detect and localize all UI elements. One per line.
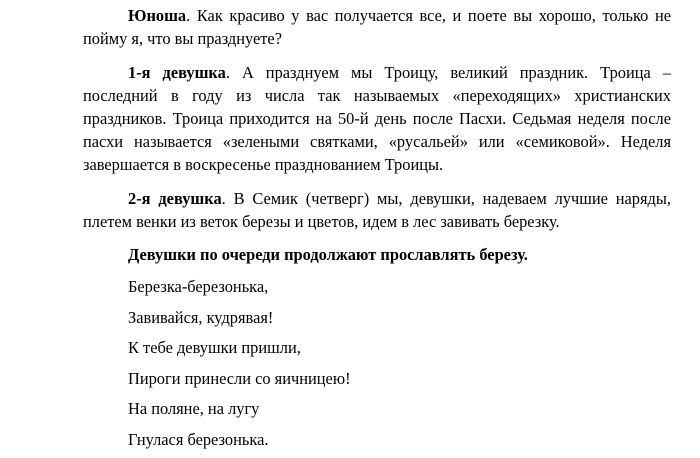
verse-line: Гнулася березонька. (83, 428, 671, 458)
speaker-name: 2-я девушка (128, 189, 222, 208)
song-verses (83, 275, 671, 458)
dialogue-text: . В Семик (четверг) мы, девушки, надеваем лучшие наряды, плетем венки из веток березы и цветов, идем в лес завивать березку. (83, 189, 671, 231)
dialogue-text: . Как красиво у вас получается все, и поете вы хорошо, только не пойму я, что вы празднуете? (83, 6, 671, 48)
dialogue-paragraph-girl-2 (83, 187, 671, 233)
verse-line: На поляне, на лугу (83, 397, 671, 428)
verse-line: Березка-березонька, (83, 275, 671, 306)
verse-line: Завивайся, кудрявая! (83, 306, 671, 337)
verse-line: К тебе девушки пришли, (83, 336, 671, 367)
verse-line: Пироги принесли со яичницею! (83, 367, 671, 398)
speaker-name: Юноша (128, 6, 186, 25)
speaker-name: 1-я девушка (128, 63, 226, 82)
dialogue-paragraph-girl-1 (83, 61, 671, 176)
dialogue-text: . А празднуем мы Троицу, великий праздник. Троица – последний в году из числа так называемых «переходящих» христианских праздников. Троица приходится на 50-й день после Пасхи. Седьмая неделя после пасхи называется «зелеными святками, «русальей» или «семиковой». Неделя завершается в воскресенье празднованием Троицы. (83, 63, 671, 174)
stage-direction: Девушки по очереди продолжают прославлять березу. (83, 243, 671, 266)
dialogue-paragraph-youth (83, 4, 671, 50)
document-body (83, 4, 671, 458)
